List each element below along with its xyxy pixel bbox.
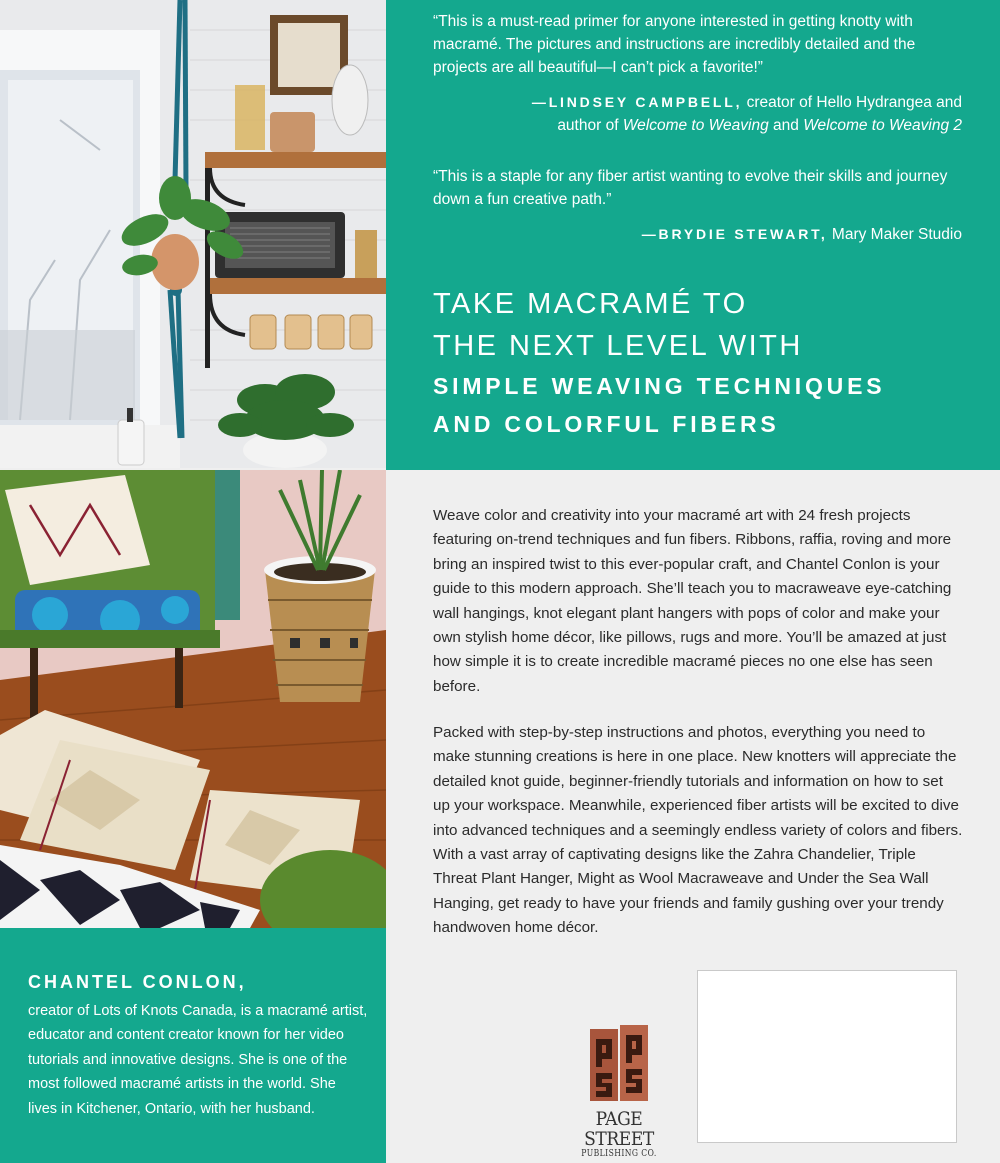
- attribution-name-1: —LINDSEY CAMPBELL,: [531, 94, 743, 110]
- living-room-photo-illustration: [0, 470, 386, 928]
- shelf-photo: [0, 0, 386, 468]
- author-bio: creator of Lots of Knots Canada, is a macramé artist, educator and content creator known for her video tutorials and innovative designs. She is one of the most followed macramé artists in the world. She lives in Kitchener, Ontario, with her husband.: [28, 1003, 368, 1117]
- publisher-subtitle: PUBLISHING CO.: [581, 1149, 657, 1159]
- shelf-photo-illustration: [0, 0, 386, 468]
- publisher-logo: [570, 1025, 668, 1159]
- author-name: CHANTEL CONLON,: [28, 972, 247, 992]
- book-title-1: Welcome to Weaving: [622, 117, 769, 134]
- attribution-role-1: creator of Hello Hydrangea and: [746, 94, 962, 111]
- description-paragraph-2: Packed with step-by-step instructions and photos, everything you need to make stunning creations is here in one place. New knotters will appreciate the detailed knot guide, beginner-friendly tutorials and information on how to set up your workspace. Meanwhile, experienced fiber artists will be excited to dive into advanced techniques and a seemingly endless variety of colors and fibers. With a vast array of captivating designs like the Zahra Chandelier, Triple Threat Plant Hanger, Might as Wool Macraweave and Under the Sea Wall Hanging, get ready to have your friends and family gushing over your trendy handwoven home décor.: [433, 724, 963, 937]
- letterpress-blocks-icon: [588, 1025, 650, 1105]
- attribution-and: and: [768, 117, 804, 134]
- living-room-photo: [0, 470, 386, 928]
- headline-line-3: SIMPLE WEAVING TECHNIQUES: [433, 373, 886, 399]
- publisher-name: PAGE STREET: [584, 1108, 654, 1150]
- praise-attribution-2: [642, 223, 962, 246]
- headline-line-4: AND COLORFUL FIBERS: [433, 411, 780, 437]
- attribution-role-1-prefix: author of: [557, 117, 623, 134]
- attribution-name-2: —BRYDIE STEWART,: [641, 226, 828, 242]
- praise-quote-2: “This is a staple for any fiber artist wanting to evolve their skills and journey down a fun creative path.”: [433, 168, 948, 208]
- barcode-box: [697, 970, 957, 1143]
- praise-quote-1: “This is a must-read primer for anyone interested in getting knotty with macramé. The pictures and instructions are incredibly detailed and the projects are all beautiful—I can’t pick a favorite!”: [433, 13, 916, 76]
- headline-line-2: THE NEXT LEVEL WITH: [433, 330, 803, 362]
- attribution-role-2: Mary Maker Studio: [831, 226, 962, 243]
- description-paragraph-1: Weave color and creativity into your macramé art with 24 fresh projects featuring on-trend techniques and fun fibers. Ribbons, raffia, roving and more bring an inspired twist to this ever-popular craft, and Chantel Conlon is your guide to this modern approach. She’ll teach you to macraweave eye-catching wall hangings, knot elegant plant hangers with pops of color and make your own stylish home décor, like pillows, rugs and more. You’ll be amazed at just how simple it is to create incredible macramé pieces no one else has seen before.: [433, 507, 952, 695]
- headline: [433, 283, 993, 443]
- praise-attribution-1: [532, 91, 962, 137]
- headline-line-1: TAKE MACRAMÉ TO: [433, 288, 748, 320]
- book-title-2: Welcome to Weaving 2: [803, 117, 962, 134]
